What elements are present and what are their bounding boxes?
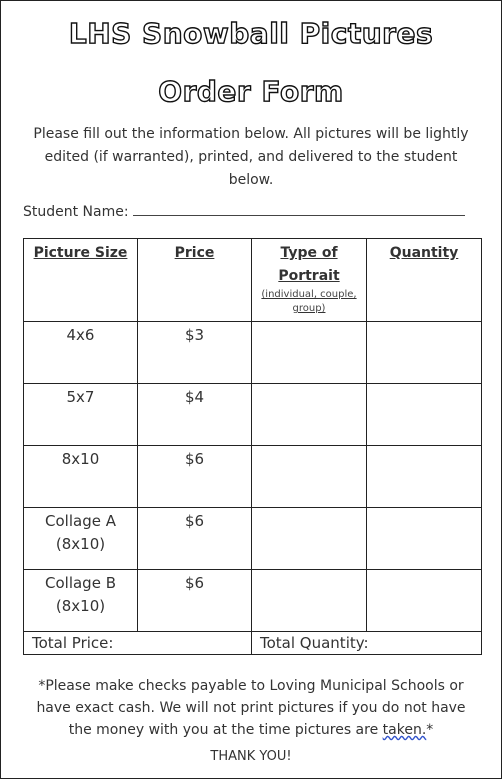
cell-quantity-entry[interactable] xyxy=(367,508,482,570)
intro-text: Please fill out the information below. All pictures will be lightly edited (if warranted), printed, and delivered to the student below. xyxy=(33,126,469,188)
cell-picture-size: 4x6 xyxy=(24,322,138,384)
cell-type-entry[interactable] xyxy=(252,322,367,384)
cell-quantity-entry[interactable] xyxy=(367,322,482,384)
payment-note xyxy=(23,675,479,741)
cell-type-entry[interactable] xyxy=(252,446,367,508)
form-title: LHS Snowball Pictures xyxy=(68,17,434,50)
cell-price: $6 xyxy=(138,570,252,632)
table-row xyxy=(24,384,482,446)
cell-quantity-entry[interactable] xyxy=(367,570,482,632)
cell-type-entry[interactable] xyxy=(252,508,367,570)
cell-picture-size: Collage B (8x10) xyxy=(24,570,138,632)
cell-quantity-entry[interactable] xyxy=(367,446,482,508)
table-header-row xyxy=(24,239,482,322)
header-type-note: (individual, couple, group) xyxy=(261,289,357,314)
total-quantity-cell[interactable]: Total Quantity: xyxy=(252,632,482,655)
header-price: Price xyxy=(138,239,252,322)
header-picture-size: Picture Size xyxy=(24,239,138,322)
student-name-blank-line[interactable] xyxy=(133,203,465,216)
cell-price: $6 xyxy=(138,508,252,570)
form-subtitle: Order Form xyxy=(158,75,344,108)
cell-picture-size: 5x7 xyxy=(24,384,138,446)
cell-price: $4 xyxy=(138,384,252,446)
payment-note-text: *Please make checks payable to Loving Municipal Schools or have exact cash. We will not print pictures if you do not have the money with you at the time pictures are xyxy=(36,678,466,738)
cell-type-entry[interactable] xyxy=(252,570,367,632)
thank-you-text: THANK YOU! xyxy=(210,749,292,764)
cell-picture-size: 8x10 xyxy=(24,446,138,508)
total-price-cell[interactable]: Total Price: xyxy=(24,632,252,655)
cell-picture-size: Collage A (8x10) xyxy=(24,508,138,570)
payment-note-taken: taken. xyxy=(382,722,427,738)
payment-note-asterisk: * xyxy=(426,722,434,738)
order-table xyxy=(23,238,482,655)
header-quantity: Quantity xyxy=(367,239,482,322)
cell-price: $3 xyxy=(138,322,252,384)
header-type-of-portrait xyxy=(252,239,367,322)
cell-type-entry[interactable] xyxy=(252,384,367,446)
student-name-field[interactable] xyxy=(23,203,465,220)
cell-price: $6 xyxy=(138,446,252,508)
table-row xyxy=(24,446,482,508)
table-row xyxy=(24,570,482,632)
totals-row xyxy=(24,632,482,655)
header-type-label: Type of Portrait xyxy=(278,245,340,284)
table-row xyxy=(24,508,482,570)
student-name-label: Student Name: xyxy=(23,204,129,220)
cell-quantity-entry[interactable] xyxy=(367,384,482,446)
table-row xyxy=(24,322,482,384)
